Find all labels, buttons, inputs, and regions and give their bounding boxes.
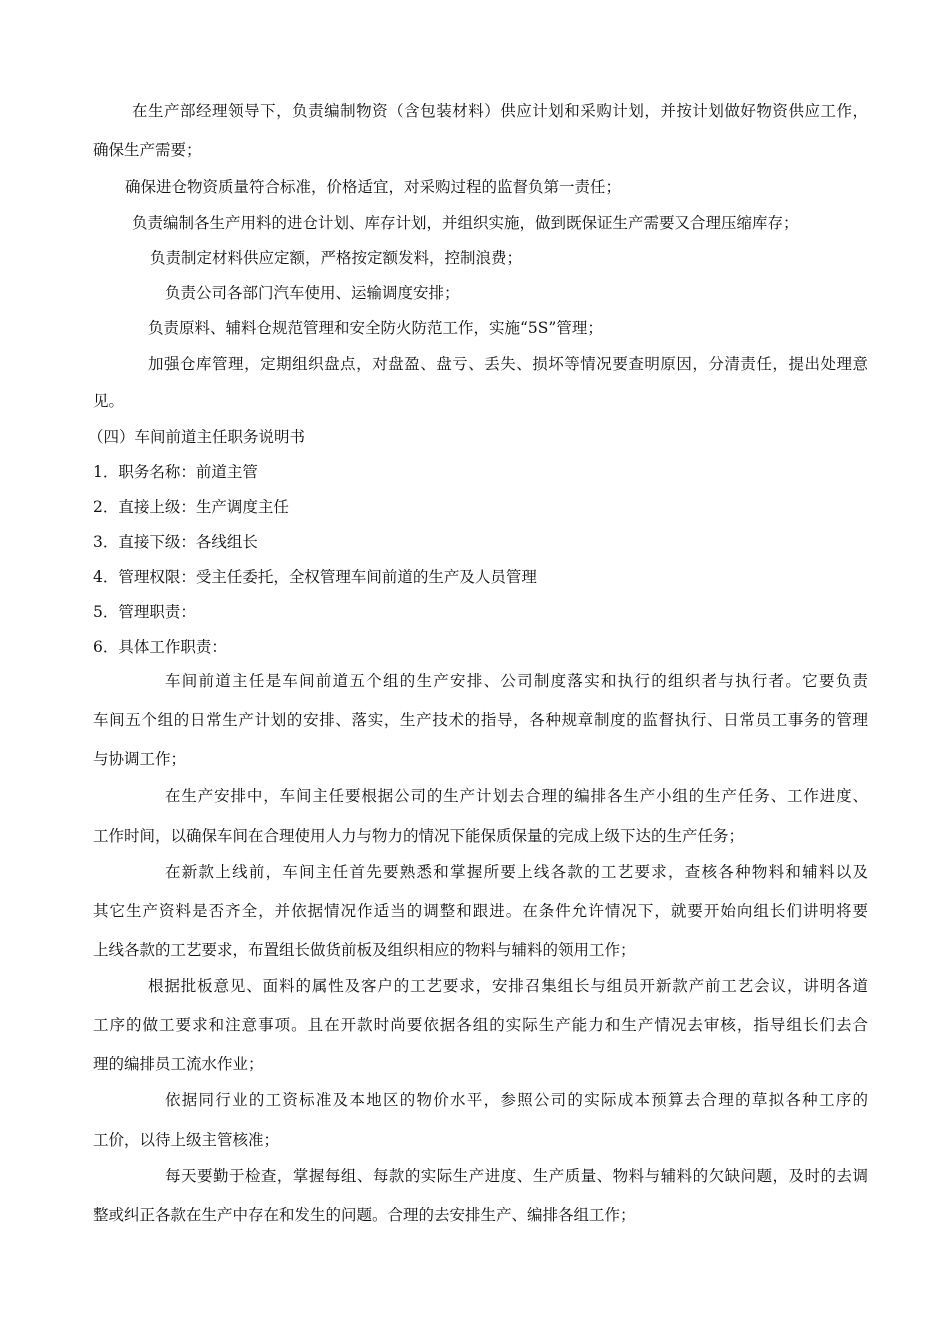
list-item: 1．职务名称：前道主管 xyxy=(93,463,258,481)
list-item: 2．直接上级：生产调度主任 xyxy=(93,498,289,516)
list-item: 4．管理权限：受主任委托，全权管理车间前道的生产及人员管理 xyxy=(93,568,537,586)
paragraph-line: 每天要勤于检查，掌握每组、每款的实际生产进度、生产质量、物料与辅料的欠缺问题，及时的去调 xyxy=(165,1167,868,1185)
section-heading: （四）车间前道主任职务说明书 xyxy=(88,428,306,446)
paragraph-line: 车间五个组的日常生产计划的安排、落实，生产技术的指导，各种规章制度的监督执行、日常员工事务的管理 xyxy=(93,711,868,729)
paragraph-line: 根据批板意见、面料的属性及客户的工艺要求，安排召集组长与组员开新款产前工艺会议，讲明各道 xyxy=(148,977,868,995)
paragraph-line: 车间前道主任是车间前道五个组的生产安排、公司制度落实和执行的组织者与执行者。它要负责 xyxy=(165,672,868,690)
paragraph-line: 负责编制各生产用料的进仓计划、库存计划，并组织实施，做到既保证生产需要又合理压缩库存； xyxy=(132,214,799,232)
paragraph-line: 理的编排员工流水作业； xyxy=(93,1055,264,1073)
paragraph-line: 负责原料、辅料仓规范管理和安全防火防范工作，实施“5S”管理； xyxy=(148,319,603,337)
list-item: 6．具体工作职责： xyxy=(93,638,227,656)
list-item: 3．直接下级：各线组长 xyxy=(93,533,258,551)
paragraph-line: 工序的做工要求和注意事项。且在开款时尚要依据各组的实际生产能力和生产情况去审核，指导组长们去合 xyxy=(93,1016,868,1034)
paragraph-line: 与协调工作； xyxy=(93,750,187,768)
paragraph-line: 其它生产资料是否齐全，并依据情况作适当的调整和跟进。在条件允许情况下，就要开始向组长们讲明将要 xyxy=(93,902,868,920)
paragraph-line: 整或纠正各款在生产中存在和发生的问题。合理的去安排生产、编排各组工作； xyxy=(93,1206,636,1224)
paragraph-line: 加强仓库管理，定期组织盘点，对盘盈、盘亏、丢失、损坏等情况要查明原因，分清责任，提出处理意 xyxy=(148,355,868,373)
paragraph-line: 在新款上线前，车间主任首先要熟悉和掌握所要上线各款的工艺要求，查核各种物料和辅料以及 xyxy=(165,863,868,881)
paragraph-line: 工作时间，以确保车间在合理使用人力与物力的情况下能保质保量的完成上级下达的生产任务； xyxy=(93,827,745,845)
paragraph-line: 上线各款的工艺要求，布置组长做货前板及组织相应的物料与辅料的领用工作； xyxy=(93,941,636,959)
paragraph-line: 工价，以待上级主管核准； xyxy=(93,1131,280,1149)
paragraph-line: 见。 xyxy=(93,392,125,410)
paragraph-line: 在生产安排中，车间主任要根据公司的生产计划去合理的编排各生产小组的生产任务、工作进度、 xyxy=(165,787,868,805)
paragraph-line: 负责公司各部门汽车使用、运输调度安排； xyxy=(165,284,460,302)
paragraph-line: 确保生产需要； xyxy=(93,141,202,159)
paragraph-line: 负责制定材料供应定额，严格按定额发料，控制浪费； xyxy=(150,249,523,267)
paragraph-line: 依据同行业的工资标准及本地区的物价水平，参照公司的实际成本预算去合理的草拟各种工序的 xyxy=(165,1091,868,1109)
paragraph-line: 确保进仓物资质量符合标准，价格适宜，对采购过程的监督负第一责任； xyxy=(125,178,622,196)
list-item: 5．管理职责： xyxy=(93,603,196,621)
paragraph-line: 在生产部经理领导下，负责编制物资（含包装材料）供应计划和采购计划，并按计划做好物资供应工作， xyxy=(132,102,868,120)
